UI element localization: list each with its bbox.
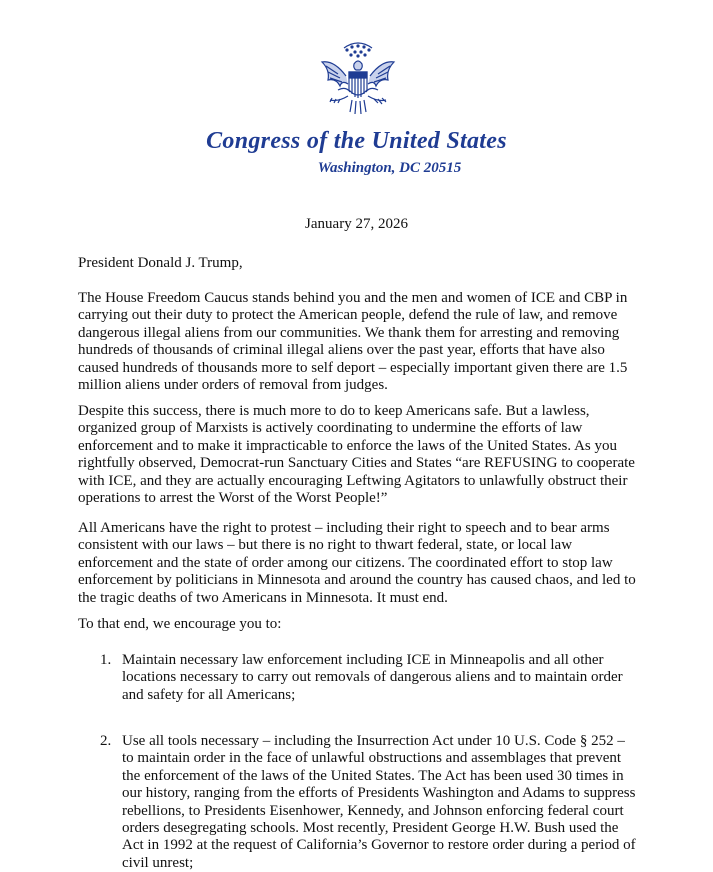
salutation: President Donald J. Trump, (78, 255, 243, 271)
list-item (100, 733, 640, 872)
list-item-number: 2. (100, 733, 112, 749)
list-item (100, 652, 640, 704)
paragraph-1: The House Freedom Caucus stands behind you and the men and women of ICE and CBP in carrying out their duty to protect the American people, defend the rule of law, and remove dangerous illegal aliens from our communities. We thank them for arresting and removing hundreds of thousands of criminal illegal aliens over the past year, efforts that have also caused hundreds of thousands more to self deport – especially important given there are 1.5 million aliens under orders of removal from judges. (78, 290, 628, 394)
list-intro: To that end, we encourage you to: (78, 616, 282, 632)
letterhead-title: Congress of the United States (206, 128, 507, 154)
letter-date: January 27, 2026 (305, 216, 408, 232)
list-item-number: 1. (100, 652, 112, 668)
paragraph-3: All Americans have the right to protest – including their right to speech and to bear arms consistent with our laws – but there is no right to thwart federal, state, or local law enforcement and the state of order among our citizens. The coordinated effort to stop law enforcement by politicians in Minnesota and around the country has caused chaos, and led to the tragic deaths of two Americans in Minnesota. It must end. (78, 520, 636, 606)
great-seal-eagle-icon (316, 40, 400, 124)
list-item-text: Use all tools necessary – including the Insurrection Act under 10 U.S. Code § 252 – to maintain order in the face of unlawful obstructions and assemblages that prevent the enforcement of the laws of the United States. The Act has been used 30 times in our history, ranging from the efforts of Presidents Washington and Adams to suppress rebellions, to Presidents Eisenhower, Kennedy, and Johnson enforcing federal court orders desegregating schools. Most recently, President George H.W. Bush used the Act in 1992 at the request of California’s Governor to restore order during a period of civil unrest; (122, 733, 636, 871)
list-item-text: Maintain necessary law enforcement including ICE in Minneapolis and all other locations necessary to carry out removals of dangerous aliens and to maintain order and safety for all Americans; (122, 652, 623, 703)
letterhead-address: Washington, DC 20515 (317, 160, 462, 176)
paragraph-2: Despite this success, there is much more to do to keep Americans safe. But a lawless, organized group of Marxists is actively coordinating to undermine the efforts of law enforcement and to make it impracticable to enforce the laws of the United States. As you rightfully observed, Democrat-run Sanctuary Cities and States “are REFUSING to cooperate with ICE, and they are actually encouraging Leftwing Agitators to unlawfully obstruct their operations to arrest the Worst of the Worst People!” (78, 403, 635, 507)
